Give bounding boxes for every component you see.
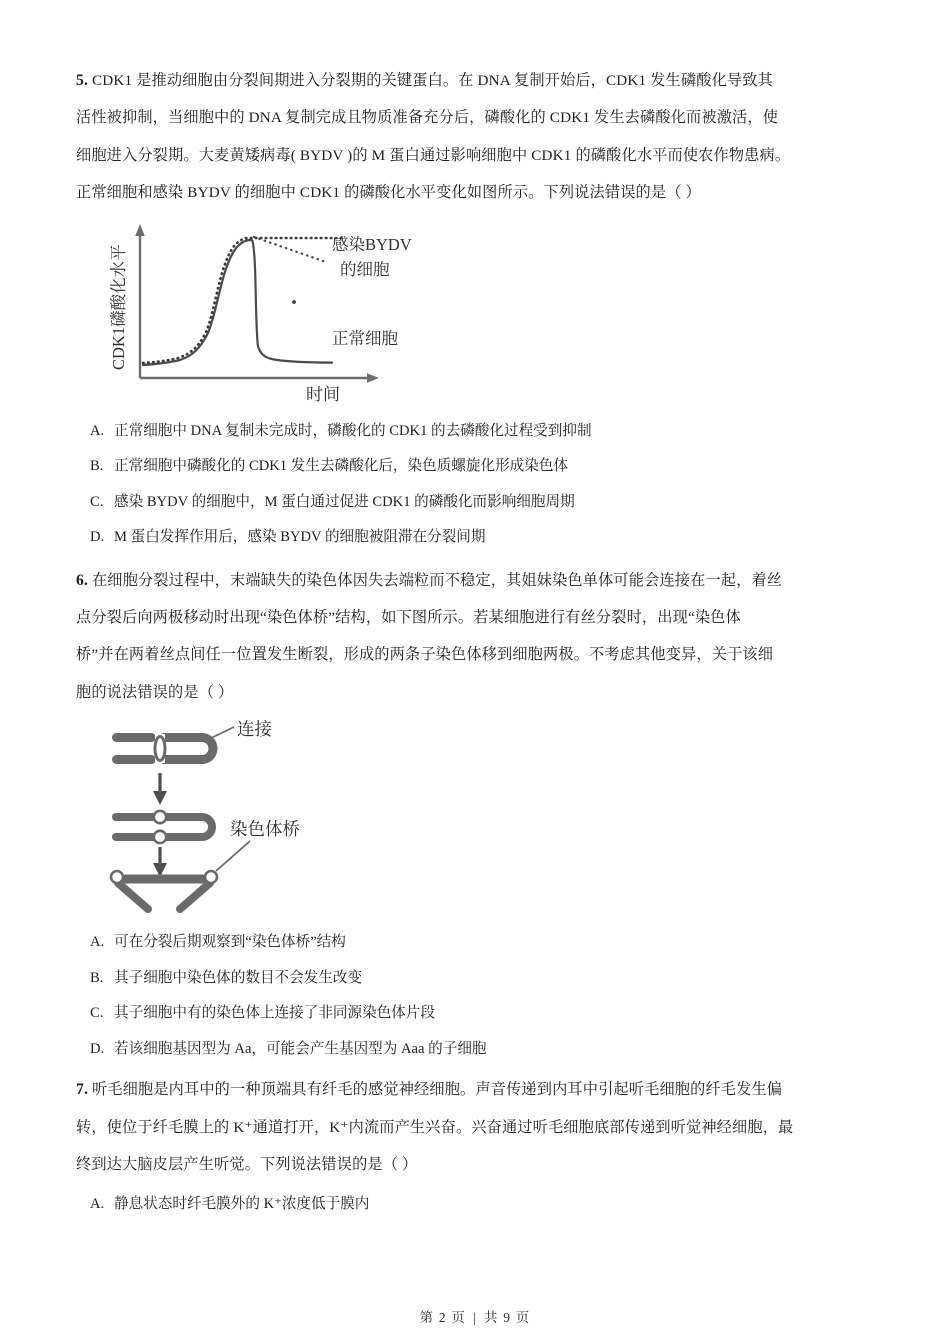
bridge-label-connection: 连接 [237,719,272,740]
footer-total-pages: 共 9 页 [483,1310,531,1325]
question-5 [76,62,890,212]
chart-curve-normal-cell [143,240,332,365]
bridge-arrow-2-icon [153,847,167,877]
scan-artifact-dot [292,300,296,304]
question-6-option-c-text: 其子细胞中有的染色体上连接了非同源染色体片段 [114,1005,436,1022]
question-5-line-3: 细胞进入分裂期。大麦黄矮病毒( BYDV )的 M 蛋白通过影响细胞中 CDK1 的磷酸化水平而使农作物患病。 [76,146,791,164]
chart-annotation-infected-bydv: 感染BYDV [332,234,412,254]
question-6-text-1: 在细胞分裂过程中，末端缺失的染色体因失去端粒而不稳定，其姐妹染色单体可能会连接在一起，着丝 [91,571,783,589]
question-5-line-4: 正常细胞和感染 BYDV 的细胞中 CDK1 的磷酸化水平变化如图所示。下列说法错误的是（ ） [76,184,701,202]
question-7-number: 7. [76,1081,88,1099]
question-6-option-c-label: C. [90,1005,104,1022]
chart-y-axis-label: CDK1磷酸化水平 [109,244,128,370]
question-6-option-b-text: 其子细胞中染色体的数目不会发生改变 [114,969,363,986]
question-5-number: 5. [76,72,88,89]
bridge-label-chromosome-bridge: 染色体桥 [230,819,300,840]
bridge-stage-3-anaphase-bridge [111,871,217,909]
chart-x-axis-label: 时间 [306,384,340,404]
question-6-option-b-label: B. [90,969,104,986]
question-5-option-a [76,414,890,450]
question-5-line-2: 活性被抑制，当细胞中的 DNA 复制完成且物质准备充分后，磷酸化的 CDK1 发生去磷酸化而被激活，使 [76,109,779,127]
question-5-option-c [76,485,890,521]
chart-annotation-normal-cell: 正常细胞 [332,328,398,348]
chart-y-axis [135,224,145,378]
question-6-line-2: 点分裂后向两极移动时出现“染色体桥”结构，如下图所示。若某细胞进行有丝分裂时，出现“染色体 [76,609,741,627]
question-6-line-4: 胞的说法错误的是（ ） [76,683,234,701]
question-6-option-a-text: 可在分裂后期观察到“染色体桥”结构 [114,934,346,951]
question-6-option-d [76,1032,890,1068]
bridge-stage-1-chromosome [112,733,213,764]
question-6-option-d-text: 若该细胞基因型为 Aa，可能会产生基因型为 Aaa 的子细胞 [114,1040,487,1057]
question-6-option-a [76,925,890,961]
question-5-text-1: CDK1 是推动细胞由分裂间期进入分裂期的关键蛋白。在 DNA 复制开始后，CDK1 发生磷酸化导致其 [91,72,773,89]
question-7-line-1 [76,1071,890,1108]
figure-chromosome-bridge-diagram [98,719,398,915]
question-5-option-d-label: D. [90,529,105,546]
chart-curve-infected-bydv [143,238,344,363]
figure-bridge-wrapper [76,719,890,919]
bridge-centromere-right-icon [205,871,217,883]
question-5-option-d [76,520,890,556]
question-7-line-2: 转，使位于纤毛膜上的 K⁺通道打开，K⁺内流而产生兴奋。兴奋通过听毛细胞底部传递到听觉神经细胞，最 [76,1118,794,1136]
question-6-option-d-label: D. [90,1040,105,1057]
bridge-arrow-1-icon [153,773,167,805]
footer-separator: | [473,1310,477,1325]
question-5-option-a-text: 正常细胞中 DNA 复制未完成时，磷酸化的 CDK1 的去磷酸化过程受到抑制 [114,422,592,439]
question-6-options [76,925,890,1067]
question-6-number: 6. [76,571,88,589]
centromere-upper-icon [154,811,166,823]
chart-leader-line-infected [254,237,326,262]
question-5-option-c-text: 感染 BYDV 的细胞中，M 蛋白通过促进 CDK1 的磷酸化而影响细胞周期 [114,493,575,510]
chart-annotation-infected-bydv-line2: 的细胞 [340,259,390,279]
question-7-text-1: 听毛细胞是内耳中的一种顶端具有纤毛的感觉神经细胞。声音传递到内耳中引起听毛细胞的纤毛发生偏 [91,1081,783,1099]
question-7 [76,1071,890,1183]
figure-cdk1-wrapper [76,218,890,410]
bridge-leader-line-connection [205,727,234,741]
question-6-option-b [76,961,890,997]
question-5-option-d-text: M 蛋白发挥作用后，感染 BYDV 的细胞被阻滞在分裂间期 [114,529,486,546]
question-5-option-a-label: A. [90,422,105,439]
question-6-line-1 [76,562,890,599]
bridge-centromere-left-icon [111,871,123,883]
question-6 [76,562,890,712]
figure-cdk1-phosphorylation-chart [94,218,424,404]
footer-current-page: 第 2 页 [419,1310,467,1325]
bridge-stage-2-centromeres-split [112,811,212,843]
centromere-lower-icon [154,831,166,843]
question-7-option-a-text: 静息状态时纤毛膜外的 K⁺浓度低于膜内 [114,1196,370,1213]
question-6-line-3: 桥”并在两着丝点间任一位置发生断裂，形成的两条子染色体移到细胞两极。不考虑其他变异，关于该细 [76,646,774,664]
question-7-line-3: 终到达大脑皮层产生听觉。下列说法错误的是（ ） [76,1156,418,1174]
question-5-options [76,414,890,556]
question-5-option-b-label: B. [90,458,104,475]
question-7-option-a-label: A. [90,1196,105,1213]
question-5-option-b [76,449,890,485]
question-5-option-c-label: C. [90,493,104,510]
page-footer [0,1306,950,1326]
chart-x-axis [140,373,379,383]
question-7-options [76,1187,890,1223]
bridge-leader-line-bridge [216,841,250,871]
question-6-option-c [76,996,890,1032]
question-5-line-1 [76,62,890,99]
question-6-option-a-label: A. [90,934,105,951]
question-7-option-a [76,1187,890,1223]
question-5-option-b-text: 正常细胞中磷酸化的 CDK1 发生去磷酸化后，染色质螺旋化形成染色体 [114,458,569,475]
